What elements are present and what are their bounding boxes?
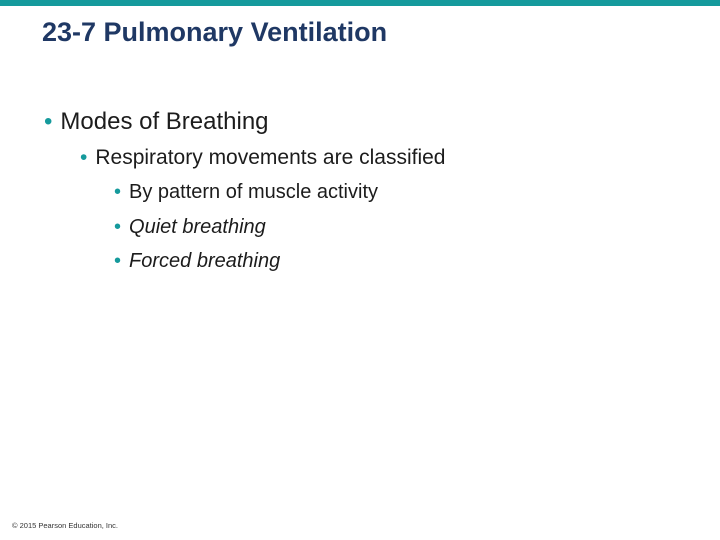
bullet-item-quiet-breathing xyxy=(114,216,266,239)
copyright-footer: © 2015 Pearson Education, Inc. xyxy=(12,521,119,530)
bullet-icon: • xyxy=(80,146,88,169)
bullet-text: Modes of Breathing xyxy=(60,108,269,135)
bullet-icon: • xyxy=(44,108,53,135)
bullet-text: By pattern of muscle activity xyxy=(129,181,378,203)
bullet-item-modes-of-breathing xyxy=(44,108,269,136)
bullet-item-muscle-activity xyxy=(114,181,378,204)
bullet-item-respiratory-movements xyxy=(80,146,446,170)
bullet-item-forced-breathing xyxy=(114,250,280,273)
bullet-icon: • xyxy=(114,216,122,238)
bullet-icon: • xyxy=(114,181,122,203)
slide-title: 23-7 Pulmonary Ventilation xyxy=(42,17,388,47)
bullet-icon: • xyxy=(114,250,122,272)
bullet-text: Respiratory movements are classified xyxy=(95,146,446,169)
bullet-text: Forced breathing xyxy=(129,250,281,272)
bullet-text: Quiet breathing xyxy=(129,216,266,238)
